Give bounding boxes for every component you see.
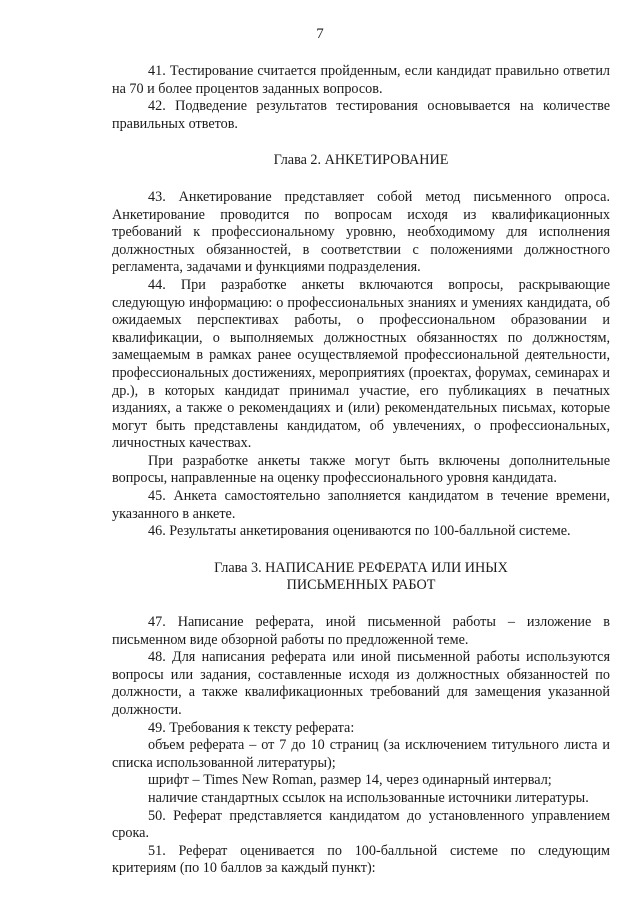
paragraph-48: 48. Для написания реферата или иной письменной работы используются вопросы или задания, составленные исходя из должностных обязанностей по должности, а также квалификационных требований для замещения указанной должности. (112, 649, 610, 718)
paragraph-49-item-references: наличие стандартных ссылок на использованные источники литературы. (148, 789, 589, 806)
paragraph-45: 45. Анкета самостоятельно заполняется кандидатом в течение времени, указанного в анкете. (112, 488, 610, 522)
paragraph-41: 41. Тестирование считается пройденным, если кандидат правильно ответил на 70 и более процентов заданных вопросов. (112, 63, 610, 97)
paragraph-43: 43. Анкетирование представляет собой метод письменного опроса. Анкетирование проводится по вопросам исходя из квалификационных требований к профессиональному уровню, необходимому для исполнения должностных обязанностей, в соответствии с положениями должностного регламента, задачами и функциями подразделения. (112, 188, 610, 276)
paragraph-44-extra: При разработке анкеты также могут быть включены дополнительные вопросы, направленные на оценку профессионального уровня кандидата. (112, 452, 610, 487)
page-number: 7 (316, 26, 324, 42)
document-body (112, 63, 610, 878)
paragraph-49-item-font: шрифт – Times New Roman, размер 14, через одинарный интервал; (148, 772, 552, 789)
chapter-2-heading: Глава 2. АНКЕТИРОВАНИЕ (273, 152, 449, 169)
paragraph-44: 44. При разработке анкеты включаются вопросы, раскрывающие следующую информацию: о профессиональных знаниях и умениях кандидата, об ожидаемых перспективах работы, о профессиональном образовании и квалификации, о выполняемых должностных обязанностях по должностям, замещаемым в рамках ранее осуществляемой профессиональной деятельности, профессиональных достижениях, мероприятиях (проектах, форумах, семинарах и др.), в которых кандидат принимал участие, его публикациях в печатных изданиях, а также о рекомендациях и (или) рекомендательных письмах, которые могут быть представлены кандидатом, об увлечениях, о профессиональных, личностных качествах. (112, 276, 610, 452)
paragraph-46: 46. Результаты анкетирования оцениваются по 100-балльной системе. (148, 523, 571, 540)
paragraph-49-item-volume: объем реферата – от 7 до 10 страниц (за исключением титульного листа и списка использованной литературы); (112, 737, 610, 771)
chapter-3-heading-line2: ПИСЬМЕННЫХ РАБОТ (286, 577, 436, 594)
paragraph-49: 49. Требования к тексту реферата: (148, 719, 355, 736)
paragraph-51: 51. Реферат оценивается по 100-балльной системе по следующим критериям (по 10 баллов за каждый пункт): (112, 842, 610, 877)
paragraph-42: 42. Подведение результатов тестирования основывается на количестве правильных ответов. (112, 98, 610, 132)
paragraph-47: 47. Написание реферата, иной письменной работы – изложение в письменном виде обзорной работы по предложенной теме. (112, 614, 610, 648)
chapter-3-heading-line1: Глава 3. НАПИСАНИЕ РЕФЕРАТА ИЛИ ИНЫХ (214, 559, 508, 576)
paragraph-50: 50. Реферат представляется кандидатом до установленного управлением срока. (112, 807, 610, 842)
